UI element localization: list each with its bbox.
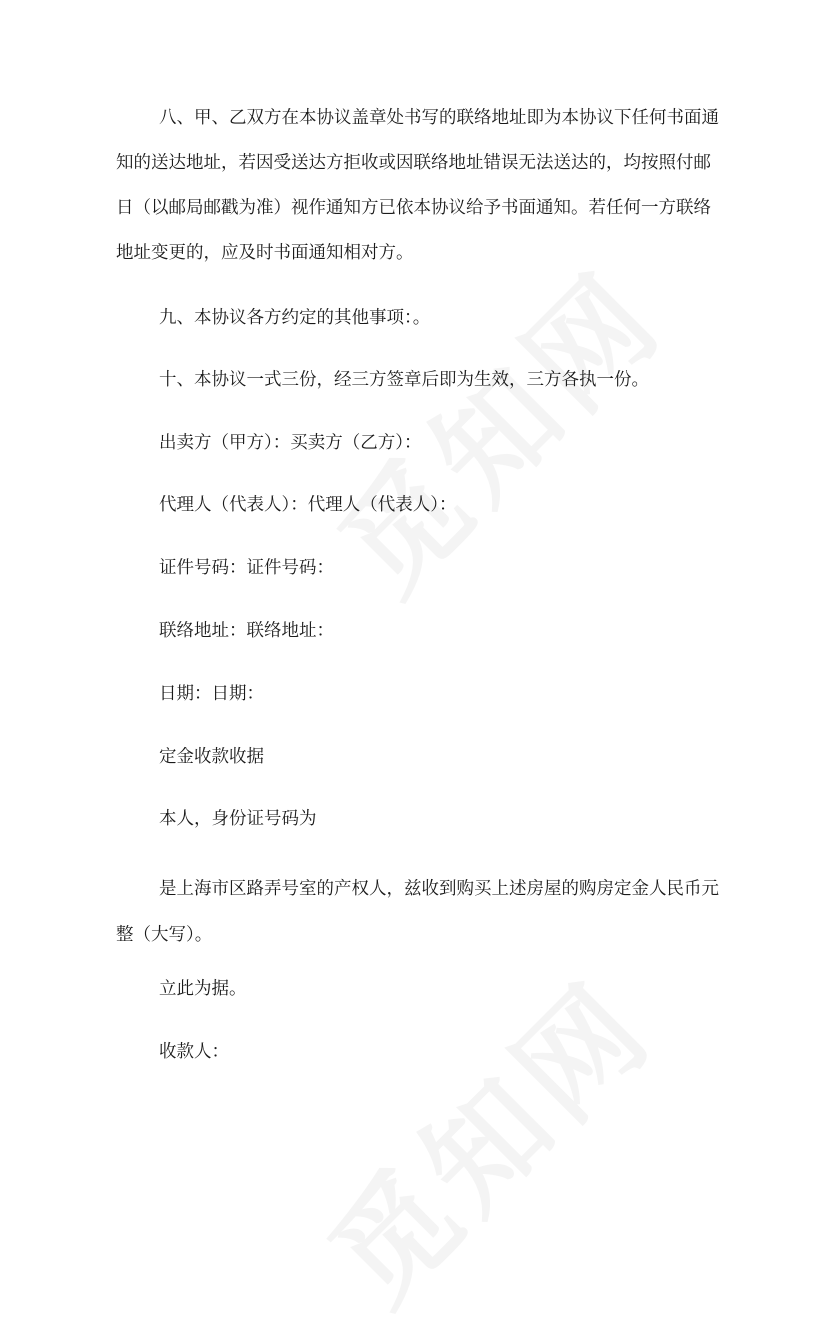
receipt-confirm [116,973,716,1005]
clause-10-text: 十、本协议一式三份，经三方签章后即为生效，三方各执一份。 [159,370,649,390]
payee-line [116,1036,716,1068]
agents-line [116,489,716,521]
clause-8-line: 地址变更的，应及时书面通知相对方。 [116,243,414,263]
receipt-body-line: 整（大写）。 [116,925,213,945]
clause-8-line: 日（以邮局邮戳为准）视作通知方已依本协议给予书面通知。若任何一方联络 [116,198,711,218]
addresses-line [116,615,716,647]
parties-line [116,427,716,459]
receipt-confirm-text: 立此为据。 [159,979,247,999]
addresses-text: 联络地址：联络地址： [159,621,334,641]
dates-text: 日期：日期： [159,684,264,704]
receipt-title-text: 定金收款收据 [159,747,264,767]
receipt-body-line: 是上海市区路弄号室的产权人，兹收到购买上述房屋的购房定金人民币元 [159,879,719,899]
agents-text: 代理人（代表人）：代理人（代表人）： [159,495,457,515]
clause-8-line: 八、甲、乙双方在本协议盖章处书写的联络地址即为本协议下任何书面通 [159,108,719,128]
clause-10 [116,364,716,396]
id-numbers-text: 证件号码：证件号码： [159,558,334,578]
receipt-person [116,803,716,835]
dates-line [116,678,716,710]
id-numbers-line [116,552,716,584]
clause-8-line: 知的送达地址，若因受送达方拒收或因联络地址错误无法送达的，均按照付邮 [116,153,711,173]
payee-text: 收款人： [159,1042,229,1062]
receipt-person-text: 本人，身份证号码为 [159,809,317,829]
clause-9-text: 九、本协议各方约定的其他事项：。 [159,308,431,328]
receipt-title [116,741,716,773]
receipt-body [116,866,719,958]
clause-8 [116,96,719,276]
parties-text: 出卖方（甲方）：买卖方（乙方）： [159,433,422,453]
clause-9 [116,302,716,334]
